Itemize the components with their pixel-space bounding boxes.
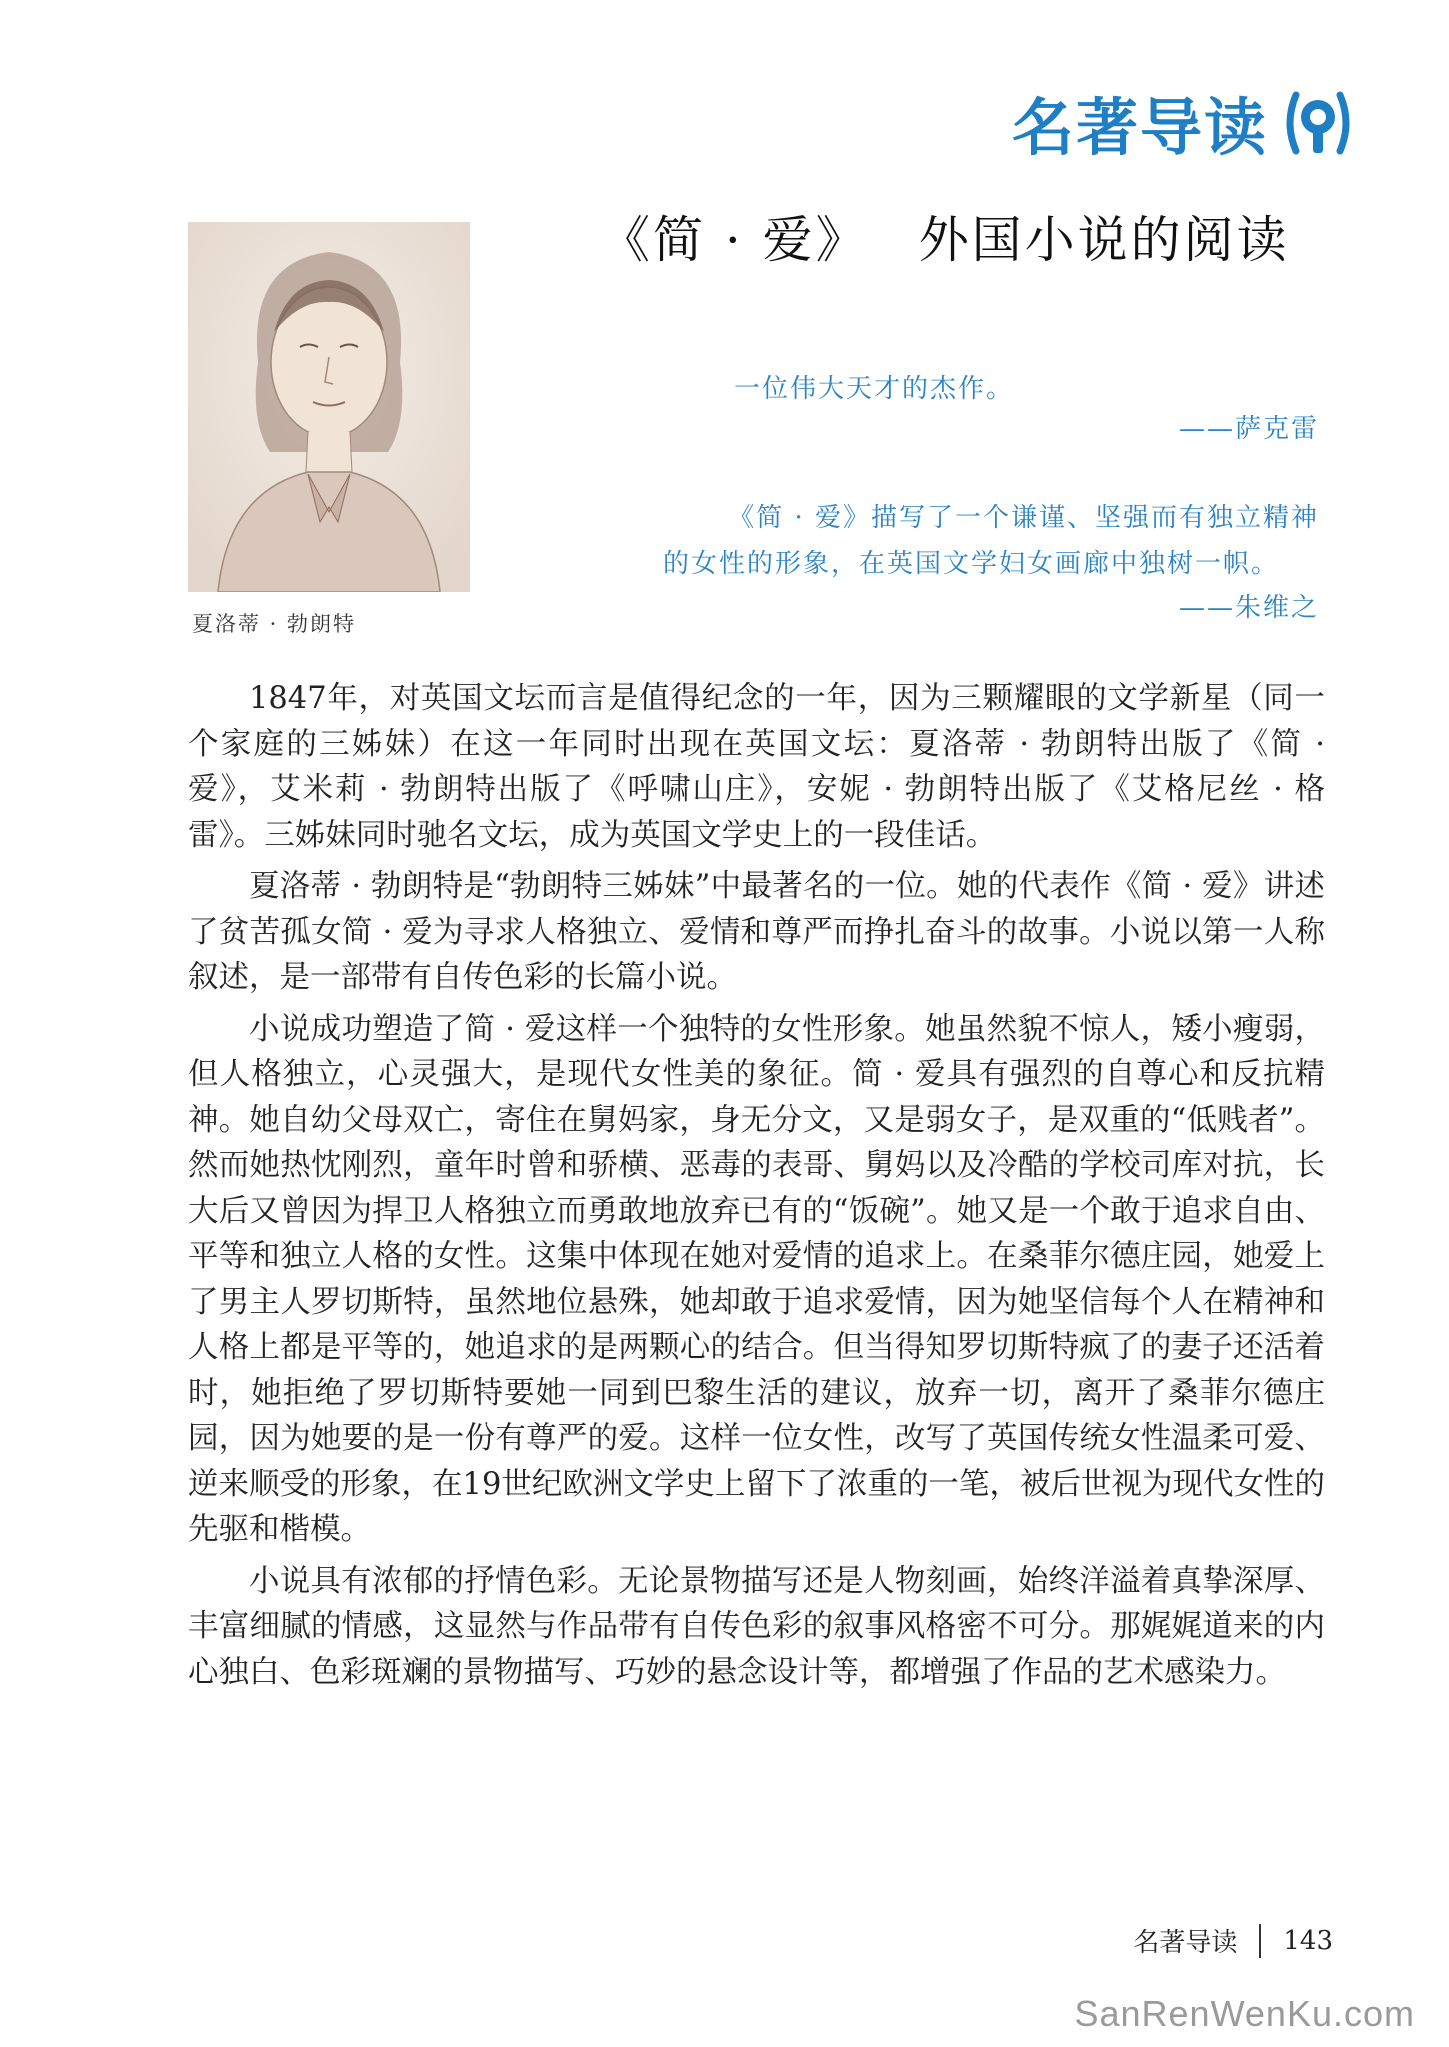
book-title: 《简 · 爱》 (600, 211, 869, 269)
body-text (188, 676, 1325, 1701)
footer-divider (1259, 1924, 1261, 1958)
quote-1-text: 一位伟大天才的杰作。 (733, 374, 1014, 404)
quote-2-source: ——朱维之 (1178, 593, 1319, 623)
chapter-subtitle: 外国小说的阅读 (918, 211, 1290, 269)
paragraph: 1847年，对英国文坛而言是值得纪念的一年，因为三颗耀眼的文学新星（同一个家庭的三姊妹）在这一年同时出现在英国文坛：夏洛蒂 · 勃朗特出版了《简 · 爱》，艾米莉 · 勃朗特出版了《呼啸山庄》，安妮 · 勃朗特出版了《艾格尼丝 · 格雷》。三姊妹同时驰名文坛，成为英国文学史上的一段佳话。 (188, 681, 1325, 853)
paragraph: 小说具有浓郁的抒情色彩。无论景物描写还是人物刻画，始终洋溢着真挚深厚、丰富细腻的情感，这显然与作品带有自传色彩的叙事风格密不可分。那娓娓道来的内心独白、色彩斑斓的景物描写、巧妙的悬念设计等，都增强了作品的艺术感染力。 (188, 1563, 1325, 1690)
watermark: SanRenWenKu.com (1074, 1993, 1415, 2034)
quote-1-source: ——萨克雷 (1178, 414, 1319, 444)
section-header (1012, 78, 1354, 167)
footer-section-label: 名著导读 (1133, 1928, 1238, 1958)
paragraph: 小说成功塑造了简 · 爱这样一个独特的女性形象。她虽然貌不惊人，矮小瘦弱，但人格独立，心灵强大，是现代女性美的象征。简 · 爱具有强烈的自尊心和反抗精神。她自幼父母双亡，寄住在舅妈家，身无分文，又是弱女子，是双重的“低贱者”。然而她热忱刚烈，童年时曾和骄横、恶毒的表哥、舅妈以及冷酷的学校司库对抗，长大后又曾因为捍卫人格独立而勇敢地放弃已有的“饭碗”。她又是一个敢于追求自由、平等和独立人格的女性。这集中体现在她对爱情的追求上。在桑菲尔德庄园，她爱上了男主人罗切斯特，虽然地位悬殊，她却敢于追求爱情，因为她坚信每个人在精神和人格上都是平等的，她追求的是两颗心的结合。但当得知罗切斯特疯了的妻子还活着时，她拒绝了罗切斯特要她一同到巴黎生活的建议，放弃一切，离开了桑菲尔德庄园，因为她要的是一份有尊严的爱。这样一位女性，改写了英国传统女性温柔可爱、逆来顺受的形象，在19世纪欧洲文学史上留下了浓重的一笔，被后世视为现代女性的先驱和楷模。 (188, 1011, 1325, 1547)
page-number: 143 (1283, 1925, 1333, 1956)
section-label: 名著导读 (1011, 91, 1268, 164)
quote-2-line-1: 《简 · 爱》描写了一个谦谨、坚强而有独立精神 (728, 503, 1319, 533)
portrait-caption: 夏洛蒂 · 勃朗特 (192, 612, 357, 636)
page-footer (1133, 1922, 1333, 1959)
paragraph: 夏洛蒂 · 勃朗特是“勃朗特三姊妹”中最著名的一位。她的代表作《简 · 爱》讲述了贫苦孤女简 · 爱为寻求人格独立、爱情和尊严而挣扎奋斗的故事。小说以第一人称叙述，是一部带有自传色彩的长篇小说。 (188, 869, 1325, 995)
page-title (600, 200, 1300, 272)
quote-2-line-2: 的女性的形象，在英国文学妇女画廊中独树一帜。 (662, 549, 1279, 579)
author-portrait (188, 222, 470, 592)
reading-lamp-icon (1282, 87, 1354, 159)
